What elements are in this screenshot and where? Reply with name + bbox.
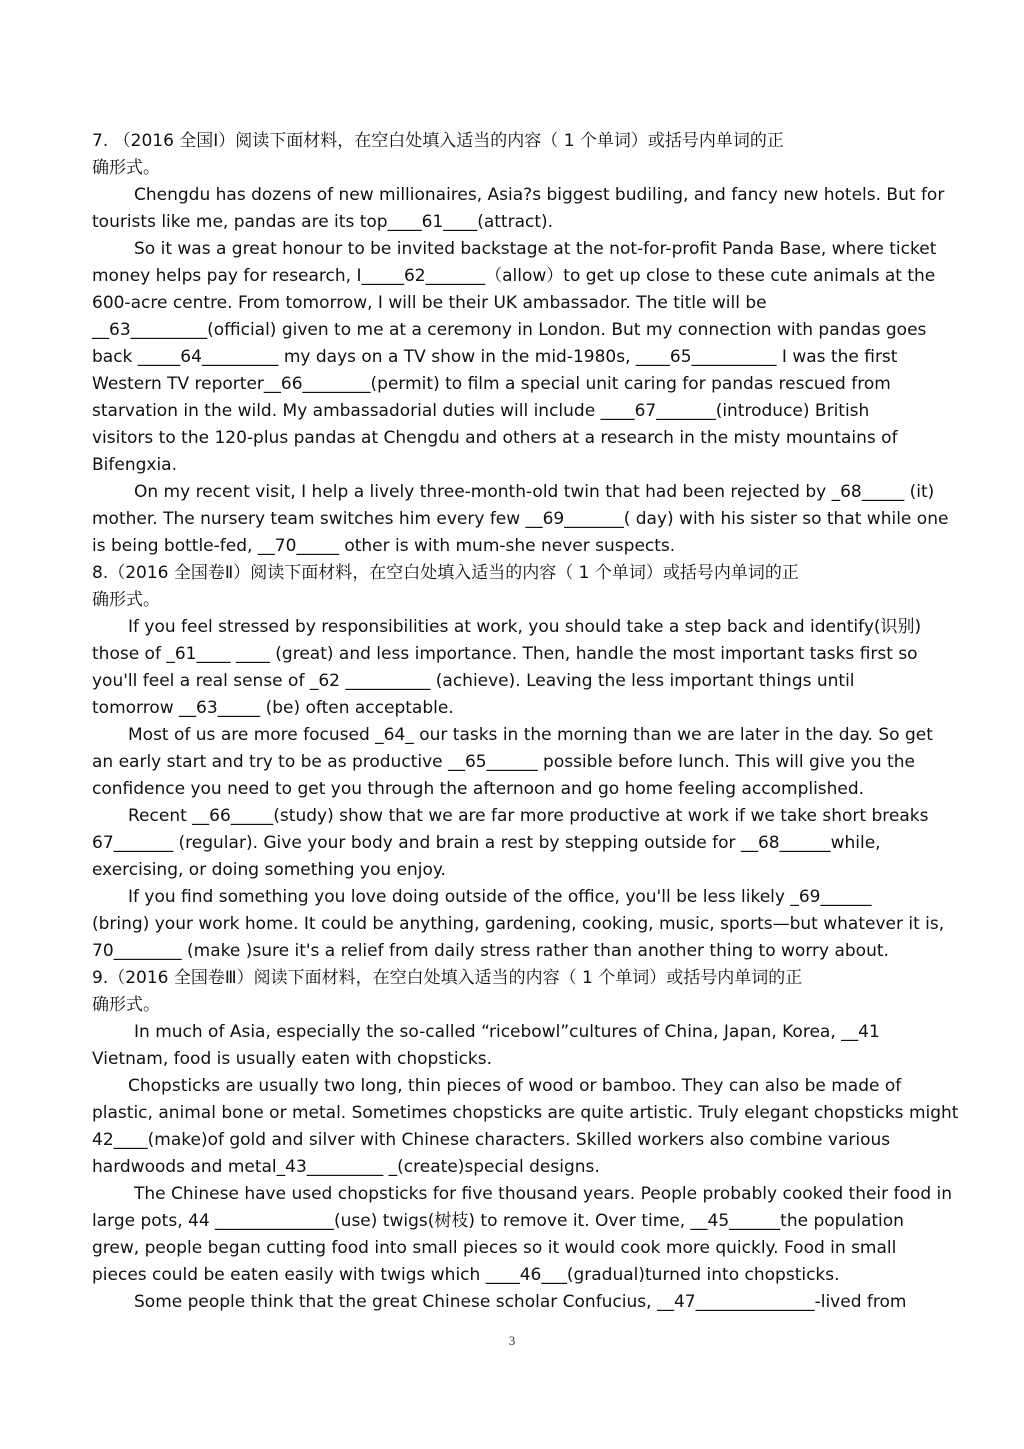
passage-line: Vietnam, food is usually eaten with chopsticks.: [92, 1049, 493, 1069]
passage-line: 42____(make)of gold and silver with Chinese characters. Skilled workers also combine various: [92, 1130, 891, 1150]
passage-line: Bifengxia.: [92, 455, 177, 475]
passage-line: In much of Asia, especially the so-called “ricebowl”cultures of China, Japan, Korea, __41: [134, 1022, 880, 1042]
passage-line: tourists like me, pandas are its top____61____(attract).: [92, 212, 554, 232]
question-7-header: 7. （2016 全国Ⅰ）阅读下面材料，在空白处填入适当的内容（ 1 个单词）或括号内单词的正: [92, 131, 784, 151]
passage-line: (bring) your work home. It could be anything, gardening, cooking, music, sports—but whatever it is,: [92, 914, 945, 934]
passage-line: If you find something you love doing outside of the office, you'll be less likely _69______: [128, 887, 872, 907]
passage-line: Western TV reporter__66________(permit) to film a special unit caring for pandas rescued from: [92, 374, 891, 394]
passage-line: If you feel stressed by responsibilities at work, you should take a step back and identify(识别): [128, 617, 922, 637]
passage-line: an early start and try to be as productive __65______ possible before lunch. This will give you the: [92, 752, 915, 772]
question-8-header-cont: 确形式。: [92, 590, 160, 610]
passage-line: Most of us are more focused _64_ our tasks in the morning than we are later in the day. So get: [128, 725, 933, 745]
passage-line: __63_________(official) given to me at a ceremony in London. But my connection with pandas goes: [92, 320, 927, 340]
passage-line: money helps pay for research, I_____62_______（allow）to get up close to these cute animals at the: [92, 266, 936, 286]
question-7-header-cont: 确形式。: [92, 158, 160, 178]
exercise-content: [92, 128, 960, 1316]
page-number: 3: [508, 1333, 516, 1348]
passage-line: plastic, animal bone or metal. Sometimes chopsticks are quite artistic. Truly elegant chopsticks might: [92, 1103, 959, 1123]
passage-line: visitors to the 120-plus pandas at Chengdu and others at a research in the misty mountains of: [92, 428, 898, 448]
passage-line: starvation in the wild. My ambassadorial duties will include ____67_______(introduce) British: [92, 401, 870, 421]
question-9-header: 9.（2016 全国卷Ⅲ）阅读下面材料，在空白处填入适当的内容（ 1 个单词）或括号内单词的正: [92, 968, 803, 988]
passage-line: Recent __66_____(study) show that we are far more productive at work if we take short breaks: [128, 806, 929, 826]
passage-line: mother. The nursery team switches him every few __69_______( day) with his sister so that while one: [92, 509, 949, 529]
passage-line: 67_______ (regular). Give your body and brain a rest by stepping outside for __68______while,: [92, 833, 881, 853]
passage-line: Chopsticks are usually two long, thin pieces of wood or bamboo. They can also be made of: [128, 1076, 902, 1096]
passage-line: Chengdu has dozens of new millionaires, Asia?s biggest budiling, and fancy new hotels. But for: [134, 185, 945, 205]
passage-line: exercising, or doing something you enjoy.: [92, 860, 446, 880]
passage-line: grew, people began cutting food into small pieces so it would cook more quickly. Food in small: [92, 1238, 897, 1258]
passage-line: pieces could be eaten easily with twigs which ____46___(gradual)turned into chopsticks.: [92, 1265, 840, 1285]
passage-line: those of _61____ ____ (great) and less importance. Then, handle the most important tasks first so: [92, 644, 918, 664]
passage-line: 70________ (make )sure it's a relief from daily stress rather than another thing to worry about.: [92, 941, 889, 961]
passage-line: you'll feel a real sense of _62 __________ (achieve). Leaving the less important things until: [92, 671, 855, 691]
passage-line: tomorrow __63_____ (be) often acceptable.: [92, 698, 454, 718]
passage-line: The Chinese have used chopsticks for five thousand years. People probably cooked their food in: [134, 1184, 953, 1204]
passage-line: hardwoods and metal_43_________ _(create)special designs.: [92, 1157, 600, 1177]
passage-line: is being bottle-fed, __70_____ other is with mum-she never suspects.: [92, 536, 676, 556]
passage-line: confidence you need to get you through the afternoon and go home feeling accomplished.: [92, 779, 865, 799]
passage-line: On my recent visit, I help a lively three-month-old twin that had been rejected by _68_____ (it): [134, 482, 935, 502]
passage-line: large pots, 44 ______________(use) twigs(树枝) to remove it. Over time, __45______the population: [92, 1211, 904, 1231]
passage-line: 600-acre centre. From tomorrow, I will be their UK ambassador. The title will be: [92, 293, 767, 313]
passage-line: back _____64_________ my days on a TV show in the mid-1980s, ____65__________ I was the first: [92, 347, 898, 367]
question-9-header-cont: 确形式。: [92, 995, 160, 1015]
passage-line: So it was a great honour to be invited backstage at the not-for-profit Panda Base, where ticket: [134, 239, 937, 259]
passage-line: Some people think that the great Chinese scholar Confucius, __47______________-lived from: [134, 1292, 907, 1312]
question-8-header: 8.（2016 全国卷Ⅱ）阅读下面材料，在空白处填入适当的内容（ 1 个单词）或括号内单词的正: [92, 563, 799, 583]
